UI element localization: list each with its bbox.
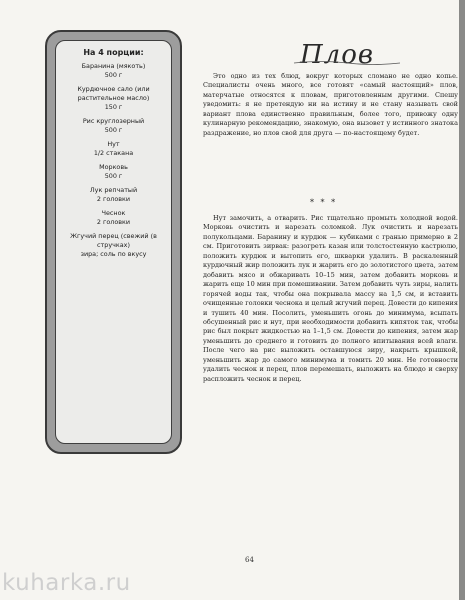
ingredient-amount: 500 г	[104, 71, 123, 79]
ingredient-amount: 1/2 стакана	[93, 149, 134, 157]
intro-paragraph: Это одно из тех блюд, вокруг которых сломано не одно копье. Специалисты очень много, все готовят «самый настоящий» плов, матерчатые относятся к пловам, приготовленным другими. Спешу уведомить: я не претендую ни на истину и не стану называть свой вариант плова единственно правильным, более того, привожу одну кулинарную рекомендацию, знакомую, она вызовет у истинного знатока раздражение, но плов свой для друга — по-настоящему будет.	[203, 72, 458, 137]
ingredient-amount: 500 г	[104, 172, 123, 180]
ingredient-item	[62, 117, 165, 135]
ingredient-amount: 500 г	[104, 126, 123, 134]
site-watermark: kuharka.ru	[2, 570, 131, 596]
ingredient-item	[62, 62, 165, 80]
ingredient-item	[62, 209, 165, 227]
ingredient-name: Рис круглозерный	[82, 117, 145, 125]
ingredient-name: Баранина (мякоть)	[81, 62, 146, 70]
ingredient-item	[62, 232, 165, 259]
ingredients-card-inner	[55, 40, 172, 444]
ingredient-amount: 150 г	[104, 103, 123, 111]
recipe-title: Плов	[300, 40, 375, 70]
method-paragraph: Нут замочить, а отварить. Рис тщательно промыть холодной водой. Морковь очистить и нарезать соломкой. Лук очистить и нарезать полукольцами. Баранину и курдюк — кубиками с гранью примерно в 2 см. Приготовить зирвак: разогреть казан или толстостенную кастрюлю, положить курдюк и вытопить его, шкварки удалить. В раскаленный курдючный жир положить лук и жарить его до золотистого цвета, затем добавить мясо и обжаривать 10–15 мин, затем добавить морковь и жарить еще 10 мин при помешивании. Затем добавить чуть зиры, налить горячей воды так, чтобы она покрывала массу на 1,5 см, и вставить очищенные головки чеснока и целый жгучий перец. Довести до кипения и тушить 40 мин. Посолить, уменьшить огонь до минимума, всыпать обсушенный рис и нут, при необходимости добавить кипяток так, чтобы рис был покрыт жидкостью на 1–1,5 см. Довести до кипения, затем жар уменьшить до среднего и готовить до полного впитывания всей влаги. После чего на рис выложить оставшуюся зиру, накрыть крышкой, уменьшить жар до самого минимума и томить 20 мин. Не готовности удалить чеснок и перец, плов перемешать, выложить на блюдо и сверху распложить чеснок и перец.	[203, 214, 458, 383]
ingredient-amount: 2 головки	[96, 218, 131, 226]
page-number: 64	[245, 556, 254, 564]
ingredient-amount: 2 головки	[96, 195, 131, 203]
ingredient-item	[62, 85, 165, 112]
ingredient-item	[62, 163, 165, 181]
ingredient-name: Жгучий перец (свежий (в стручках)	[70, 232, 157, 249]
ingredients-card	[45, 30, 182, 454]
ingredient-name: Нут	[107, 140, 120, 148]
ingredient-amount: зира; соль по вкусу	[80, 250, 147, 258]
page-spine-shadow	[459, 0, 465, 600]
ingredients-list	[62, 47, 165, 264]
ingredient-name: Курдючное сало (или растительное масло)	[77, 85, 150, 102]
section-divider: * * *	[310, 198, 338, 207]
ingredient-name: Лук репчатый	[89, 186, 138, 194]
ingredient-item	[62, 186, 165, 204]
ingredient-item	[62, 140, 165, 158]
servings-title: На 4 порции:	[83, 48, 144, 57]
ingredient-name: Чеснок	[101, 209, 126, 217]
title-flourish	[292, 60, 402, 66]
ingredient-name: Морковь	[99, 163, 128, 171]
